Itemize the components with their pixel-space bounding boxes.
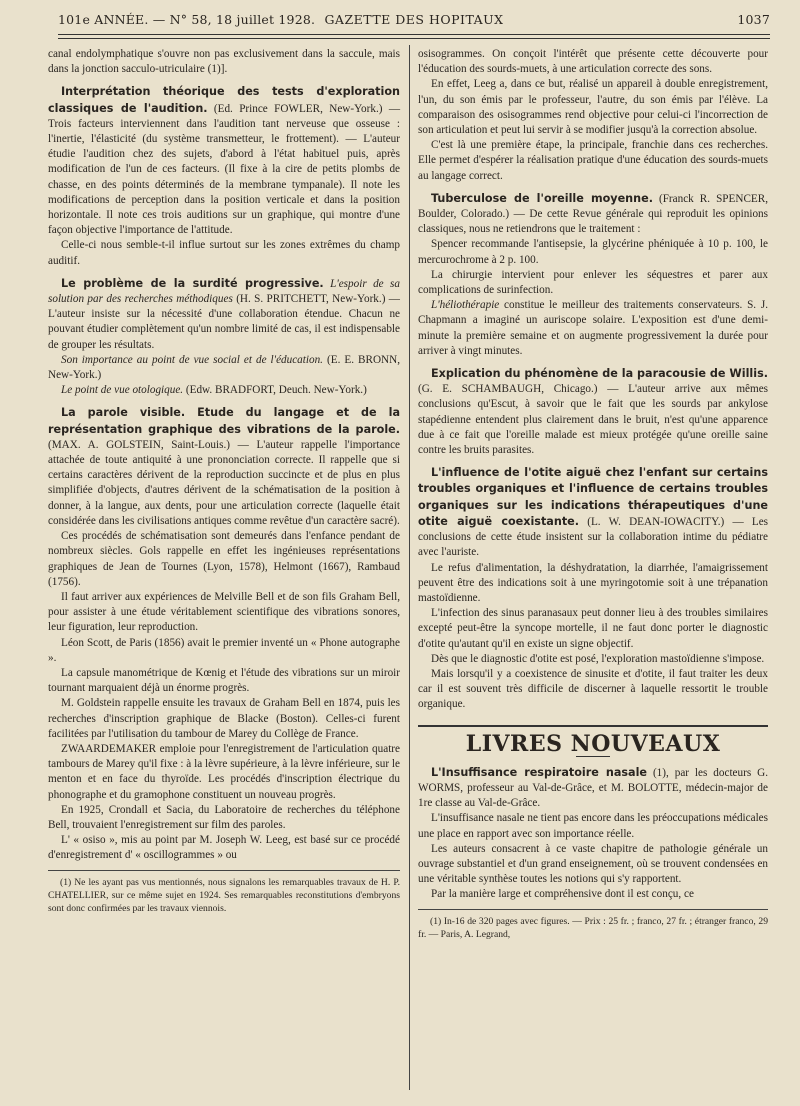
paragraph-text: constitue le meilleur des traitements conservateurs. S. J. Chapmann a imaginé un auriscope solaire. L'exposition est d'une demi-minute la première semaine et on augmente progressivement la durée pour arriver à vingt minutes. [418,299,768,357]
footnote-text: (1) In-16 de 320 pages avec figures. — Prix : 25 fr. ; franco, 27 fr. ; étranger franco, 29 fr. — Paris, A. Legrand, [418,915,768,940]
page-header [58,12,770,28]
section-reference: (Franck R. SPENCER, Boulder, Colorado.) — [418,192,768,221]
column-divider [409,45,410,1090]
section-insuffisance-nasale [418,765,768,903]
section-audition-tests [48,84,400,268]
paragraph: osisogrammes. On conçoit l'intérêt que présente cette découverte pour l'éducation des sourds-muets, à une articulation correcte des sons. [418,48,768,76]
paragraph: canal endolymphatique s'ouvre non pas exclusivement dans la saccule, mais dans la jonction sacculo-utriculaire (1)]. [48,48,400,76]
sub-reference-title: Son importance au point de vue social et de l'éducation. [61,353,323,366]
section-reference: (1), par les docteurs G. WORMS, professeur au Val-de-Grâce, et M. BOLOTTE, médecin-major de 1re classe au Val-de-Grâce. [418,766,768,810]
section-body: Trois facteurs interviennent dans l'audition tant nerveuse que osseuse : l'inertie, l'élasticité (du système transmetteur, le frottement). — L'auteur étudie l'audition chez des sujets, d'abord à l'état habituel puis, après modification de l'un de ces facteurs. (Il fixe à la cire de petits plombs de chasse, en des points déterminés de la membrane tympanale). Il note les modifications de perception dans la position verticale et dans la position horizontale. Il note ces trois auditions sur un graphique, qui montre d'une façon objective l'importance de l'attitude. [48,117,400,237]
author-name: ZWAARDEMAKER [61,742,157,755]
paragraph: La capsule manométrique de Kœnig et l'étude des vibrations sur un miroir tournant marquaient déjà un énorme progrès. [48,666,400,695]
paragraph: Par la manière large et compréhensive dont il est conçu, ce [431,888,694,901]
paragraph: L'insuffisance nasale ne tient pas encore dans les préoccupations médicales une place en rapport avec son importance réelle. [418,812,768,840]
journal-title: GAZETTE DES HOPITAUX [324,12,504,27]
section-surdite-progressive [48,276,400,399]
page-number: 1037 [737,12,770,27]
section-reference: (H. S. PRITCHETT, New-York.) — [236,293,400,306]
paragraph: Léon Scott, de Paris (1856) avait le premier inventé un « Phone autographe ». [48,636,400,664]
sub-reference-author: (E. E. BRONN, New-York.) [48,353,401,382]
paragraph: C'est là une première étape, la principale, franchie dans ces recherches. Elle permet d'espérer la réalisation pratique d'une éducation des sourds-muets au langage correct. [418,139,768,182]
section-body: Les conclusions de cette étude insistent sur la collaboration intime du pédiatre avec l'auriste. [418,515,769,559]
paragraph: Dès que le diagnostic d'otite est posé, l'exploration mastoïdienne s'impose. [431,652,765,665]
paragraph: L' « osiso », mis au point par M. Joseph W. Leeg, est basé sur ce procédé d'enregistrement d' « oscillogrammes » ou [48,834,400,862]
section-body: L'auteur insiste sur la nécessité d'une collaboration étendue. Chacun ne pouvant étudier complètement qu'un nombre limité de cas, il est indispensable de grouper les résultats. [48,308,400,351]
right-column [418,47,768,941]
livres-nouveaux-title: LIVRES NOUVEAUX [418,725,768,752]
section-heading: L'influence de l'otite aiguë chez l'enfant sur certains troubles organiques et l'influence de certains troubles organiques sur les indications thérapeutiques d'une otite aiguë coexistante. [418,466,768,528]
section-tuberculose [418,191,768,359]
section-body: De cette Revue générale qui reproduit les opinions classiques, nous ne retiendrons que le traitement : [418,208,768,236]
section-parole-visible [48,405,400,863]
paragraph: L'infection des sinus paranasaux peut donner lieu à des troubles similaires excepté peut-être la syncope mortelle, il ne faut donc porter le diagnostic d'otite qu'autant qu'il en existe un signe objectif. [418,607,768,650]
section-reference: (Ed. Prince FOWLER, New-York.) — [213,102,401,115]
paragraph: Ces procédés de schématisation sont demeurés dans l'enfance pendant de nombreux siècles. Gols rappelle en effet les ingénieuses représentations graphiques de Jean de Tournes (Lyon, 1578), Helmont (1667), Rambaud (1756). [48,530,400,588]
section-heading: Le problème de la surdité progressive. [61,276,324,290]
footnote [48,870,400,915]
section-heading: La parole visible. Etude du langage et de la représentation graphique des vibrations de la parole. [48,406,400,436]
paragraph: Mais lorsqu'il y a coexistence de sinusite et d'otite, il faut traiter les deux car il est souvent très difficile de discerner à laquelle ressortit le trouble organique. [418,667,768,711]
issue-info: 101e ANNÉE. — N° 58, 18 juillet 1928. [58,12,316,27]
paragraph: Les auteurs consacrent à ce vaste chapitre de pathologie générale un ouvrage substantiel et d'un grand enseignement, où se trouvent condensées en une véritable synthèse toutes les notions qui s'y rapportent. [418,842,768,886]
section-heading: L'Insuffisance respiratoire nasale [431,765,648,779]
paragraph: Il faut arriver aux expériences de Melville Bell et de son fils Graham Bell, pour assister à une étude véritablement scientifique des vibrations sonores, leur figuration, leur reproduction. [48,590,400,634]
paragraph: M. Goldstein rappelle ensuite les travaux de Graham Bell en 1874, puis les recherches d'inscription graphique de Blacke (Boston). Celles-ci furent facilitées par l'utilisation du tambour de Marey du Collège de France. [48,697,400,740]
header-rule-bottom [58,38,770,39]
header-rule-top [58,34,770,35]
section-body: L'auteur arrive aux mêmes conclusions qu'Escut, à savoir que le fait que les sourds par ankylose stapédienne entendent plus clairement dans le bruit, n'est qu'une apparence due à ce fait que l'oreille malade est mieux protégée qu'une oreille saine contre les bruits parasites. [418,383,769,457]
section-body: L'auteur rappelle l'importance attachée de toute antiquité à une prononciation correcte. Il rappelle que si certains caractères dérivent de la reproduction succincte et de plus en plus simplifiée d'objects, d'autres dérivent de la schématisation de la position à donner, à la langue, aux dents, pour une articulation correcte (laquelle était considérée dans les civilisations antiques comme revêtue d'un caractère sacré). [48,438,401,527]
italic-term: L'héliothérapie [431,299,500,312]
section-heading: Explication du phénomène de la paracousie de Willis. [431,367,768,381]
sub-reference-title: Le point de vue otologique. [61,384,184,397]
section-otite-enfant [418,465,768,712]
paragraph: En 1925, Crondall et Sacia, du Laboratoire de recherches du téléphone Bell, trouvaient l'enregistrement sur film des paroles. [48,803,400,831]
section-paracousie [418,366,768,458]
paragraph: La chirurgie intervient pour enlever les séquestres et parer aux complications de surinfection. [418,268,768,297]
footnote-text: (1) Ne les ayant pas vus mentionnés, nous signalons les remarquables travaux de H. P. CHATELLIER, sur ce même sujet en 1924. Ses remarquables reconstitutions d'embryons sont donc confirmées par les travaux viennois. [48,876,400,914]
footnote [418,909,768,941]
section-heading: Tuberculose de l'oreille moyenne. [431,191,653,205]
section-subtitle: L'espoir de sa solution par des recherches méthodiques [48,277,401,306]
sub-reference-author: (Edw. BRADFORT, Deuch. New-York.) [185,384,367,397]
left-column [48,47,400,915]
paragraph: Spencer recommande l'antisepsie, la glycérine phéniquée à 10 p. 100, le mercurochrome à 2 p. 100. [418,238,768,266]
section-reference: (L. W. DEAN-IOWACITY.) — [587,515,744,528]
section-reference: (G. E. SCHAMBAUGH, Chicago.) — [418,383,619,396]
paragraph: Celle-ci nous semble-t-il influe surtout sur les zones extrêmes du champ auditif. [48,239,400,267]
paragraph: Le refus d'alimentation, la déshydratation, la diarrhée, l'amaigrissement peuvent être des indications soit à une myringotomie soit à une trépanation mastoïdienne. [418,561,768,604]
paragraph-text: emploie pour l'enregistrement de l'articulation quatre tambours de Marey qu'il fixe : à la lèvre supérieure, à la lèvre inférieure, sur le menton et en face du thyroïde. Les procédés d'inscription électrique du phonographe et du gramophone constituent un nouveau progrès. [48,742,400,801]
paragraph: En effet, Leeg a, dans ce but, réalisé un appareil à double enregistrement, l'un, du son émis par le professeur, l'autre, du son émis par l'élève. La comparaison des osisogrammes rend objective pour celui-ci l'incorrection de son articulation et peut lui servir à se modifier jusqu'à la correction absolue. [418,78,768,137]
section-reference: (MAX. A. GOLSTEIN, Saint-Louis.) — [48,438,249,451]
section-heading: Interprétation théorique des tests d'exploration classiques de l'audition. [48,85,400,115]
